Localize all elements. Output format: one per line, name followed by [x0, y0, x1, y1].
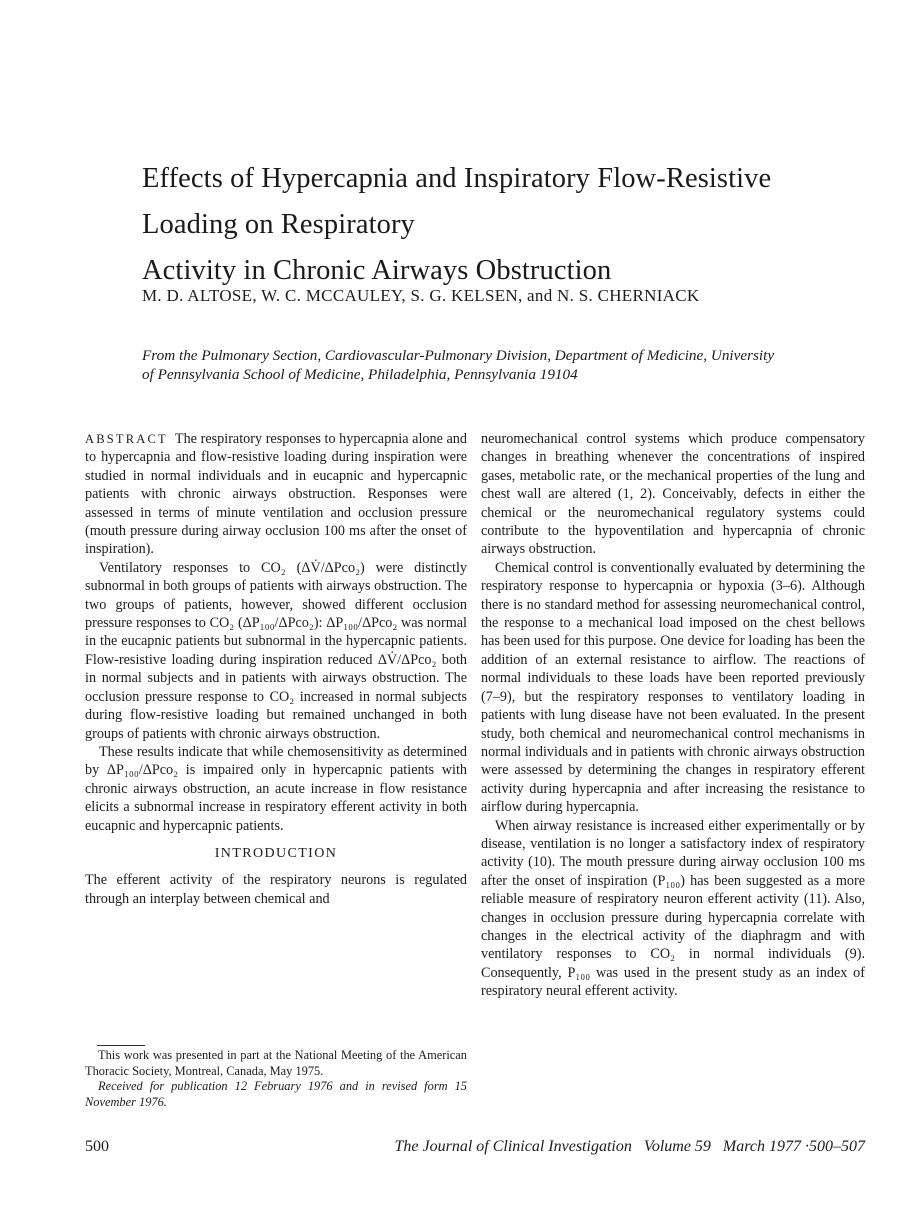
footnote-received: Received for publication 12 February 1976 and in revised form 15 November 1976.	[85, 1079, 467, 1109]
right-column	[481, 430, 865, 1001]
journal-citation: The Journal of Clinical Investigation Volume 59 March 1977 ·500–507	[394, 1138, 865, 1155]
title-line-3: Activity in Chronic Airways Obstruction	[142, 255, 612, 286]
page-number: 500	[85, 1138, 109, 1155]
abstract-paragraph-1	[85, 430, 467, 559]
abstract-paragraph-3: These results indicate that while chemosensitivity as determined by ΔP₁₀₀/ΔPco₂ is impaired only in hypercapnic patients with chronic airways obstruction, an acute increase in flow resistance elicits a subnormal increase in respiratory efferent activity in both eucapnic and hypercapnic patients.	[85, 743, 467, 834]
footnotes	[85, 1048, 467, 1110]
abstract-paragraph-2: Ventilatory responses to CO₂ (ΔV̇/ΔPco₂) were distinctly subnormal in both groups of patients with airways obstruction. The two groups of patients, however, showed different occlusion pressure responses to CO₂ (ΔP₁₀₀/ΔPco₂): ΔP₁₀₀/ΔPco₂ was normal in the eucapnic patients but subnormal in the hypercapnic patients. Flow-resistive loading during inspiration reduced ΔV̇/ΔPco₂ both in normal subjects and in patients with airways obstruction. The occlusion pressure response to CO₂ increased in normal subjects during flow-resistive loading but remained unchanged in both groups of patients with chronic airways obstruction.	[85, 559, 467, 742]
footnote-divider	[97, 1045, 145, 1046]
title-line-1: Effects of Hypercapnia and Inspiratory Flow-Resistive	[142, 163, 772, 194]
affiliation	[142, 346, 870, 384]
article-title	[142, 156, 862, 294]
introduction-paragraph-1-start: The efferent activity of the respiratory neurons is regulated through an interplay between chemical and	[85, 872, 467, 907]
affiliation-line-2: of Pennsylvania School of Medicine, Philadelphia, Pennsylvania 19104	[142, 366, 578, 383]
title-line-2: Loading on Respiratory	[142, 209, 415, 240]
introduction-paragraph-3: When airway resistance is increased either experimentally or by disease, ventilation is no longer a satisfactory index of respiratory activity (10). The mouth pressure during airway occlusion 100 ms after the onset of inspiration (P₁₀₀) has been suggested as a more reliable measure of respiratory neuron efferent activity (11). Also, changes in occlusion pressure during hypercapnia correlate with changes in the electrical activity of the diaphragm and with ventilatory responses to CO₂ in normal individuals (9). Consequently, P₁₀₀ was used in the present study as an index of respiratory neural efferent activity.	[481, 817, 865, 1000]
footnote-presentation: This work was presented in part at the National Meeting of the American Thoracic Society, Montreal, Canada, May 1975.	[85, 1048, 467, 1078]
page-footer	[85, 1138, 865, 1160]
affiliation-line-1: From the Pulmonary Section, Cardiovascular-Pulmonary Division, Department of Medicine, University	[142, 347, 775, 364]
introduction-paragraph-2: Chemical control is conventionally evaluated by determining the respiratory response to hypercapnia or hypoxia (3–6). Although there is no standard method for assessing neuromechanical control, the response to a mechanical load imposed on the chest bellows has been used for this purpose. One device for loading has been the addition of an external resistance to airflow. The reactions of normal individuals to these loads have been reported previously (7–9), but the respiratory responses to ventilatory loading in patients with lung disease have not been evaluated. In the present study, both chemical and neuromechanical control mechanisms in normal individuals and in patients with chronic airways obstruction were assessed by determining the changes in respiratory efferent activity during hypercapnia and after increasing the resistance to airflow during hypercapnia.	[481, 559, 865, 816]
introduction-paragraph-1-end: neuromechanical control systems which produce compensatory changes in breathing whenever the concentrations of inspired gases, metabolic rate, or the mechanical properties of the lung and chest wall are altered (1, 2). Conceivably, defects in either the chemical or the neuromechanical regulatory systems could contribute to the hypoventilation and hypercapnia of chronic airways obstruction.	[481, 431, 865, 558]
abstract-label: ABSTRACT	[85, 432, 168, 446]
abstract-text-1: The respiratory responses to hypercapnia alone and to hypercapnia and flow-resistive loading during inspiration were studied in normal individuals and in eucapnic and hypercapnic patients with chronic airways obstruction. Responses were assessed in terms of minute ventilation and occlusion pressure (mouth pressure during airway occlusion 100 ms after the onset of inspiration).	[85, 431, 467, 558]
introduction-heading: INTRODUCTION	[214, 845, 338, 861]
left-column	[85, 430, 467, 908]
author-list: M. D. ALTOSE, W. C. MCCAULEY, S. G. KELSEN, and N. S. CHERNIACK	[142, 286, 700, 305]
